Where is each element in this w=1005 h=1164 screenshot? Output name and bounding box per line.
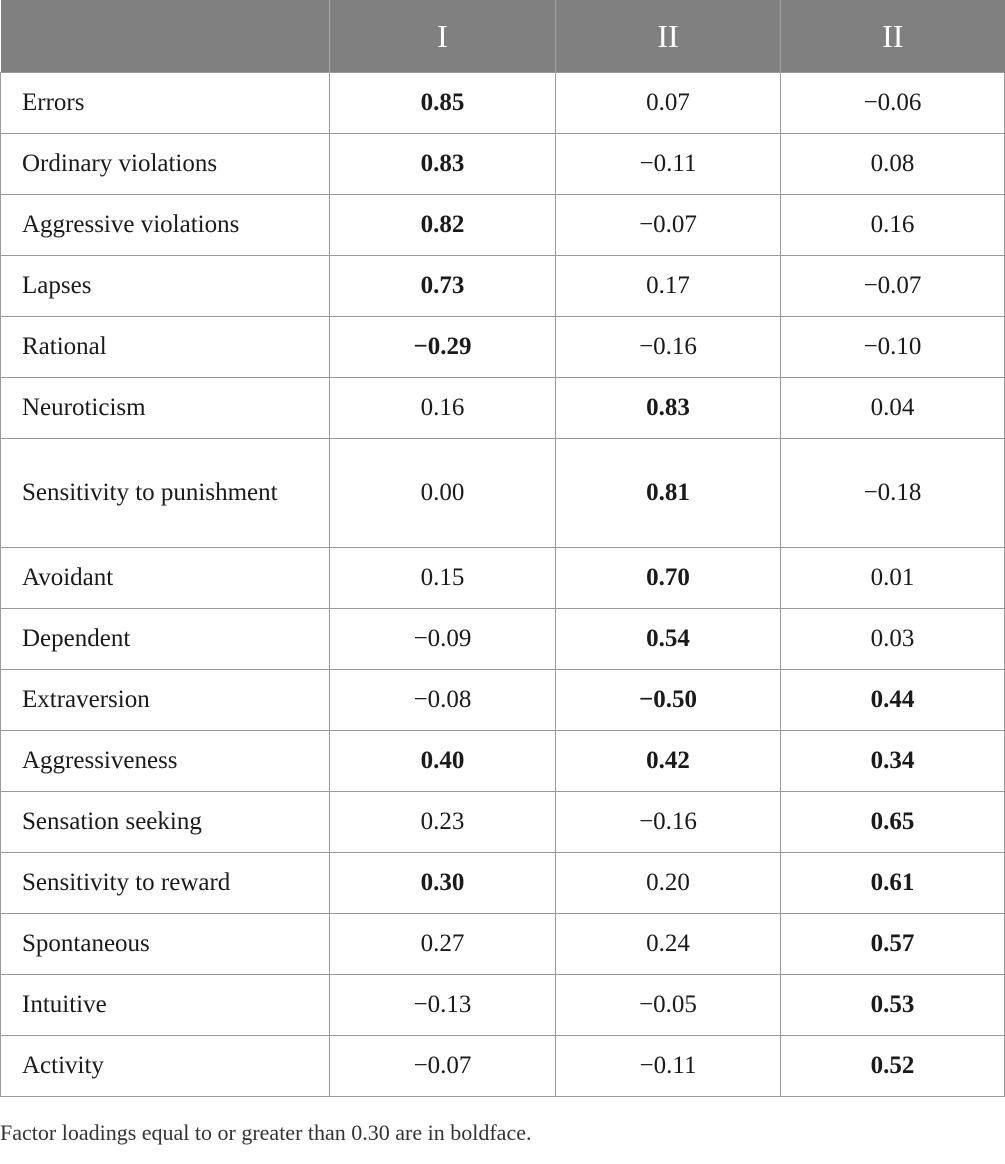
row-label: Sensation seeking <box>1 792 330 853</box>
cell-factor-3: 0.08 <box>781 134 1005 195</box>
cell-factor-2: 0.20 <box>556 853 781 914</box>
cell-factor-3: 0.34 <box>781 731 1005 792</box>
header-row <box>1 0 1005 73</box>
table-row <box>1 317 1005 378</box>
cell-factor-1: 0.15 <box>330 548 556 609</box>
row-label: Avoidant <box>1 548 330 609</box>
row-label: Activity <box>1 1036 330 1097</box>
cell-factor-1: 0.82 <box>330 195 556 256</box>
cell-factor-1: −0.09 <box>330 609 556 670</box>
row-label: Neuroticism <box>1 378 330 439</box>
table-row <box>1 439 1005 548</box>
row-label: Aggressiveness <box>1 731 330 792</box>
cell-factor-2: 0.54 <box>556 609 781 670</box>
cell-factor-3: 0.01 <box>781 548 1005 609</box>
cell-factor-1: −0.29 <box>330 317 556 378</box>
table-row <box>1 792 1005 853</box>
table-row <box>1 548 1005 609</box>
cell-factor-3: 0.44 <box>781 670 1005 731</box>
cell-factor-1: 0.40 <box>330 731 556 792</box>
cell-factor-2: −0.16 <box>556 792 781 853</box>
cell-factor-1: −0.08 <box>330 670 556 731</box>
table-row <box>1 378 1005 439</box>
table-row <box>1 914 1005 975</box>
cell-factor-2: −0.07 <box>556 195 781 256</box>
cell-factor-3: 0.53 <box>781 975 1005 1036</box>
cell-factor-2: 0.81 <box>556 439 781 548</box>
cell-factor-2: −0.11 <box>556 134 781 195</box>
table-row <box>1 1036 1005 1097</box>
cell-factor-3: −0.18 <box>781 439 1005 548</box>
cell-factor-1: −0.13 <box>330 975 556 1036</box>
header-variable <box>1 0 330 73</box>
cell-factor-2: 0.42 <box>556 731 781 792</box>
row-label: Rational <box>1 317 330 378</box>
cell-factor-2: 0.07 <box>556 73 781 134</box>
table-row <box>1 73 1005 134</box>
cell-factor-1: 0.23 <box>330 792 556 853</box>
row-label: Spontaneous <box>1 914 330 975</box>
cell-factor-3: −0.06 <box>781 73 1005 134</box>
cell-factor-3: 0.57 <box>781 914 1005 975</box>
cell-factor-2: 0.24 <box>556 914 781 975</box>
header-factor-2: II <box>556 0 781 73</box>
cell-factor-2: −0.11 <box>556 1036 781 1097</box>
cell-factor-3: 0.16 <box>781 195 1005 256</box>
row-label: Extraversion <box>1 670 330 731</box>
table-row <box>1 134 1005 195</box>
cell-factor-3: 0.52 <box>781 1036 1005 1097</box>
table-row <box>1 853 1005 914</box>
cell-factor-1: 0.30 <box>330 853 556 914</box>
cell-factor-1: 0.00 <box>330 439 556 548</box>
cell-factor-2: −0.50 <box>556 670 781 731</box>
cell-factor-3: −0.10 <box>781 317 1005 378</box>
cell-factor-3: 0.03 <box>781 609 1005 670</box>
row-label: Lapses <box>1 256 330 317</box>
cell-factor-1: 0.27 <box>330 914 556 975</box>
cell-factor-2: 0.17 <box>556 256 781 317</box>
cell-factor-1: 0.73 <box>330 256 556 317</box>
table-row <box>1 975 1005 1036</box>
header-factor-3: II <box>781 0 1005 73</box>
cell-factor-3: −0.07 <box>781 256 1005 317</box>
row-label: Errors <box>1 73 330 134</box>
table-row <box>1 195 1005 256</box>
cell-factor-3: 0.04 <box>781 378 1005 439</box>
cell-factor-3: 0.61 <box>781 853 1005 914</box>
cell-factor-2: 0.83 <box>556 378 781 439</box>
table-footnote: Factor loadings equal to or greater than 0.30 are in boldface. <box>0 1120 532 1145</box>
cell-factor-2: 0.70 <box>556 548 781 609</box>
row-label: Sensitivity to punishment <box>1 439 330 548</box>
row-label: Sensitivity to reward <box>1 853 330 914</box>
cell-factor-2: −0.05 <box>556 975 781 1036</box>
cell-factor-1: 0.16 <box>330 378 556 439</box>
table-row <box>1 256 1005 317</box>
row-label: Aggressive violations <box>1 195 330 256</box>
table-row <box>1 609 1005 670</box>
cell-factor-1: 0.85 <box>330 73 556 134</box>
cell-factor-1: 0.83 <box>330 134 556 195</box>
header-factor-1: I <box>330 0 556 73</box>
cell-factor-1: −0.07 <box>330 1036 556 1097</box>
table-row <box>1 670 1005 731</box>
table-row <box>1 731 1005 792</box>
cell-factor-3: 0.65 <box>781 792 1005 853</box>
row-label: Intuitive <box>1 975 330 1036</box>
cell-factor-2: −0.16 <box>556 317 781 378</box>
row-label: Dependent <box>1 609 330 670</box>
row-label: Ordinary violations <box>1 134 330 195</box>
